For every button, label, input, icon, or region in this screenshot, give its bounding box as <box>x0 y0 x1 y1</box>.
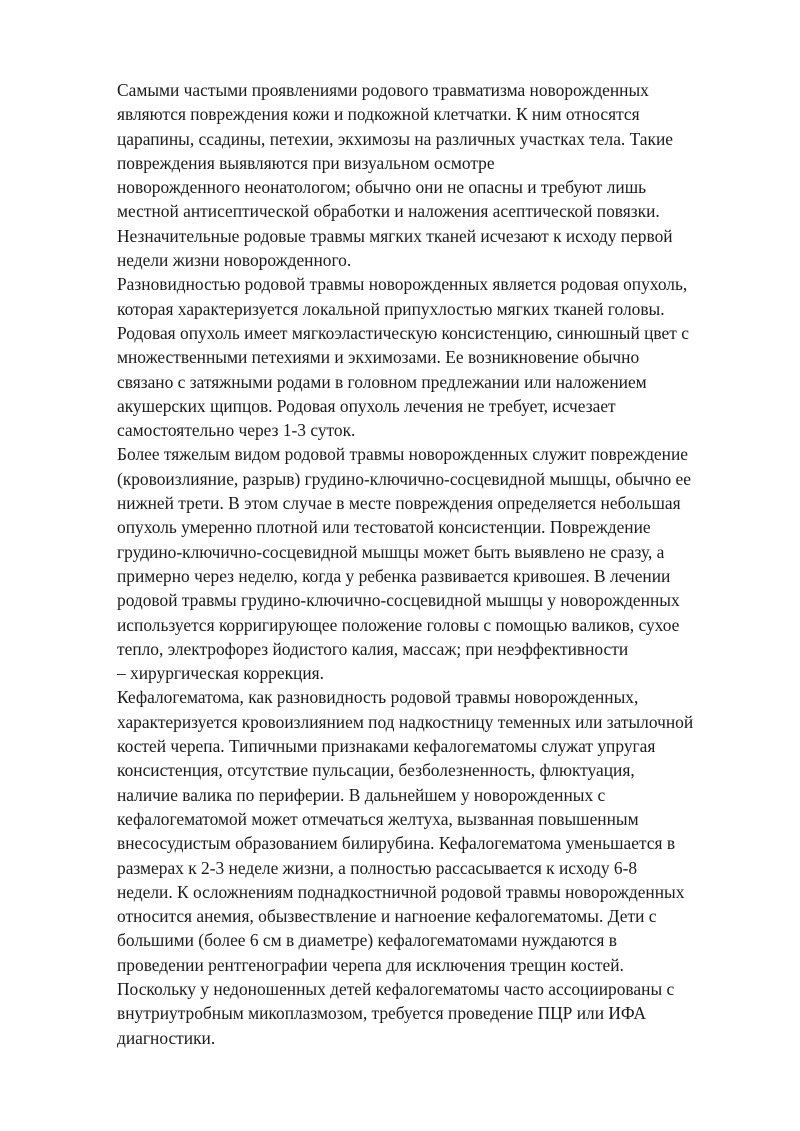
text-line: Разновидностью родовой травмы новорожденных является родовая опухоль, <box>117 274 688 295</box>
text-line: характеризуется кровоизлиянием под надкостницу теменных или затылочной <box>117 711 694 732</box>
document-page <box>117 78 749 1050</box>
text-line: которая характеризуется локальной припухлостью мягких тканей головы. <box>117 298 665 319</box>
text-line: недели жизни новорожденного. <box>117 250 352 271</box>
text-line: местной антисептической обработки и наложения асептической повязки. <box>117 201 660 222</box>
paragraph-skin-injuries <box>117 78 749 272</box>
text-line: используется корригирующее положение головы с помощью валиков, сухое <box>117 614 680 635</box>
text-line: кефалогематомой может отмечаться желтуха, вызванная повышенным <box>117 808 639 829</box>
text-line: тепло, электрофорез йодистого калия, массаж; при неэффективности <box>117 638 629 659</box>
text-line: самостоятельно через 1-3 суток. <box>117 420 356 441</box>
text-line: наличие валика по периферии. В дальнейшем у новорожденных с <box>117 784 606 805</box>
text-line: большими (более 6 см в диаметре) кефалогематомами нуждаются в <box>117 930 617 951</box>
text-line: внесосудистым образованием билирубина. Кефалогематома уменьшается в <box>117 833 676 854</box>
text-line: опухоль умеренно плотной или тестоватой консистенции. Повреждение <box>117 517 651 538</box>
text-line: повреждения выявляются при визуальном осмотре <box>117 152 495 173</box>
text-line: нижней трети. В этом случае в месте повреждения определяется небольшая <box>117 493 681 514</box>
text-line: недели. К осложнениям поднадкостничной родовой травмы новорожденных <box>117 881 685 902</box>
text-line: костей черепа. Типичными признаками кефалогематомы служат упругая <box>117 736 656 757</box>
text-line: являются повреждения кожи и подкожной клетчатки. К ним относятся <box>117 104 640 125</box>
text-line: акушерских щипцов. Родовая опухоль лечения не требует, исчезает <box>117 395 616 416</box>
text-line: Незначительные родовые травмы мягких тканей исчезают к исходу первой <box>117 225 673 246</box>
text-line: внутриутробным микоплазмозом, требуется проведение ПЦР или ИФА <box>117 1003 647 1024</box>
text-line: новорожденного неонатологом; обычно они не опасны и требуют лишь <box>117 177 647 198</box>
text-line: проведении рентгенографии черепа для исключения трещин костей. <box>117 954 624 975</box>
text-line: множественными петехиями и экхимозами. Ее возникновение обычно <box>117 347 640 368</box>
text-line: Более тяжелым видом родовой травмы новорожденных служит повреждение <box>117 444 688 465</box>
text-line: диагностики. <box>117 1027 216 1048</box>
paragraph-birth-tumor <box>117 272 749 442</box>
text-line: – хирургическая коррекция. <box>117 663 324 684</box>
text-line: относится анемия, обызвествление и нагноение кефалогематомы. Дети с <box>117 906 657 927</box>
text-line: грудино-ключично-сосцевидной мышцы может быть выявлено не сразу, а <box>117 541 665 562</box>
text-line: консистенция, отсутствие пульсации, безболезненность, флюктуация, <box>117 760 635 781</box>
paragraph-muscle-injury <box>117 442 749 685</box>
text-line: родовой травмы грудино-ключично-сосцевидной мышцы у новорожденных <box>117 590 680 611</box>
paragraph-cephalohematoma <box>117 685 749 1049</box>
text-line: Кефалогематома, как разновидность родовой травмы новорожденных, <box>117 687 639 708</box>
text-line: (кровоизлияние, разрыв) грудино-ключично-сосцевидной мышцы, обычно ее <box>117 468 691 489</box>
text-line: царапины, ссадины, петехии, экхимозы на различных участках тела. Такие <box>117 128 673 149</box>
text-line: Родовая опухоль имеет мягкоэластическую консистенцию, синюшный цвет с <box>117 322 689 343</box>
text-line: Поскольку у недоношенных детей кефалогематомы часто ассоциированы с <box>117 978 675 999</box>
text-line: связано с затяжными родами в головном предлежании или наложением <box>117 371 647 392</box>
text-line: размерах к 2-3 неделе жизни, а полностью рассасывается к исходу 6-8 <box>117 857 638 878</box>
text-line: Самыми частыми проявлениями родового травматизма новорожденных <box>117 80 649 100</box>
text-line: примерно через неделю, когда у ребенка развивается кривошея. В лечении <box>117 565 671 586</box>
